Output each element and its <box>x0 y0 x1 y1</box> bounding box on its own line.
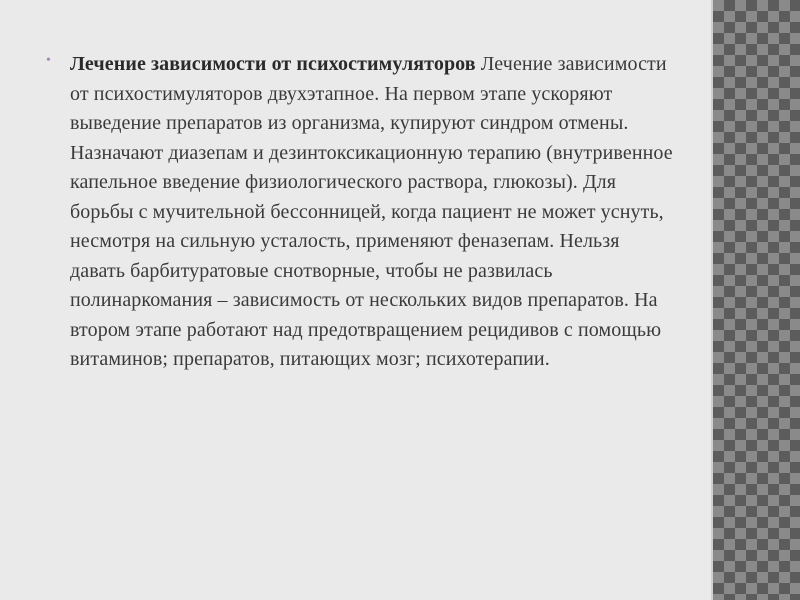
paragraph-heading: Лечение зависимости от психостимуляторов <box>70 53 476 75</box>
slide-content <box>46 50 676 375</box>
paragraph-body: Лечение зависимости от психостимуляторов двухэтапное. На первом этапе ускоряют выведение препаратов из организма, купируют синдром отмены. Назначают диазепам и дезинтоксикационную терапию (внутривенное капельное введение физиологического раствора, глюкозы). Для борьбы с мучительной бессонницей, когда пациент не может уснуть, несмотря на сильную усталость, применяют феназепам. Нельзя давать барбитуратовые снотворные, чтобы не развилась полинаркомания – зависимость от нескольких видов препаратов. На втором этапе работают над предотвращением рецидивов с помощью витаминов; препаратов, питающих мозг; психотерапии. <box>70 53 673 370</box>
bullet-paragraph <box>70 50 676 375</box>
bullet-icon: • <box>46 53 51 68</box>
decorative-pattern-panel <box>713 0 800 600</box>
